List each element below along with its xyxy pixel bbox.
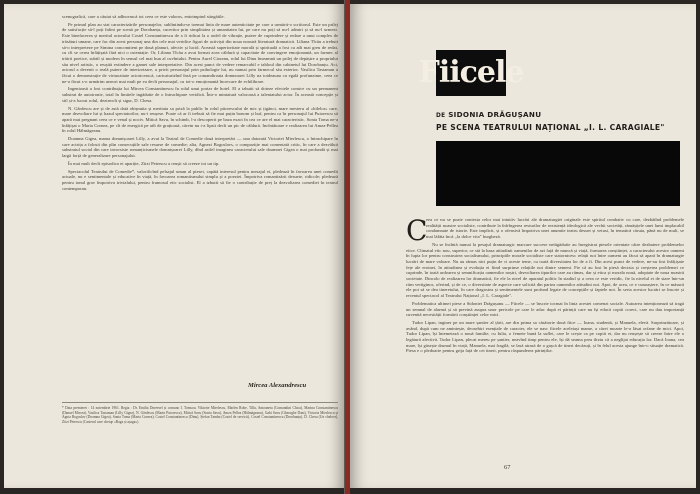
lead-paragraph (406, 217, 684, 240)
right-paragraph: Nu se încîntă numai la pesajul dramaturgic marcare succese netăgăduite au înregistrat piesele orientate către dezbatere problemelor etice. Climatul etic nou, superior, ce stă la baza atitudinii oamenilor de azi față de muncă și viață, formarea conștiinței, a caracterului acestor oameni în lupta lor pentru construirea socialismului, principiile morale socialiste care statornicesc relații noi între oameni au făcut să apară în dramaturgie lucrări de mare valoare. Nu au rămas nici puțin de ci aceste teme, cu toată diversitatea lor de a fi. Din acest punct de vedere, ne-au fost înfățișate fețe ale eroinei, în atitudinea și evoluția ei fiind surprinse relațiile noi dintre semeni. Fie că au fost în piesă decizia și creșterea problemei ce cuprinde, în toată ardoarea și semnificația oamenilor noștri, dezvoltarea tipurilor care au rămas, dar și etica și morala nouă, adoptate de noua noastră societate. Dincolo de realizarea lor dramatică, fie ele la nivel de aparatul politic în stadiul și a ceea ce este veridic, fie la nivelul ei de stare într-un ritm vertiginos, oferind, și de ce, o diversitate de aspecte care solicită din partea oamenilor atitudini noi. Apoi, de acea, ce e cunoaștere, în ce măsură ele pot să se dea tineretului, în care dragostea și sentimentele sunt profund legate de concepțiile și faptele noi. În seria acestor lucrări se înscrie și recentul spectacol al Teatrului Național „I. L. Caragiale". (406, 241, 684, 299)
author-signature: Mircea Alexandrescu (248, 382, 307, 389)
decorative-black-panel (436, 141, 680, 206)
right-article-column (406, 214, 684, 356)
left-paragraph: Doamna Gigea, mama domnișoarei Lilly, a avut la Teatrul de Comedie două interpretări — una datorată Victoriei Mierlescu, o întruchipare în care actrița a folosit din plin consecuțiile sale resurse de comedie; alta, Agnezi Bogoslavs, o compoziție mai comentată critic, în care a dezvăluit substratul social din care invorsiste romanțicismele domnișoarei Lilly, dînd astfel imaginea caracterului sale doamnei Gigea o mai profundă și mai largă forță de generalizare personajului. (62, 136, 338, 159)
lead-paragraph-text: eea ce nu se poate contesta celor mai intuitiv lucrări ale dramaturgiei originale este spiritul combativ cu care, dezbătînd problemele realității noastre socialiste, contribuie la înfrîngerea resturilor de rezistență ideologică ale vechii societăți, rămășițele unei lumi implacabil condamnate de istorie. Este implicit, și o ofensivă împotriva unei anumite teatru desuet și vetust, în tematică căruia, până nu de mult, se mai lăfăia încă „la dolce vita" burgheză. (426, 217, 684, 240)
right-paragraph: Tudor Lipan, inginer pe un mare șantier al țării, are din prima sa căsătorie două fiice — Ioana, studentă, și Manuela, elevă. Surprinzătoare, și având, după cum ne amintește, deosebiri esențiale de caracter, ele se nasc fiicele aceleiași mame, a cărei moarte le-a lăsat orfane de mici. Apoi, Tudor Lipan, își întemeiază o nouă familie, cu Iulia, o femeie bună la suflet, care le crește ca pe copiii ei, dar nu reușește să creeze între ele o legătură afectivă. Tudor Lipan, plecat mereu pe șantier, neavînd timp pentru ele, își dă seama prea tîrziu că a neglijat educația lor. Dacă Ioana, cea mare, își găsește drumul în viață, Manuela, mai fragilă, se lasă atrasă de o gașcă de tineri decăzuți, și în felul acesta ajunge într-o situație dramatică. Piesa e o pledoarie pentru grija față de cei tineri, pentru răspunderea părinților. (406, 319, 684, 354)
left-article-column (62, 14, 338, 193)
left-paragraph: În mai mult decît episodica ei apariție, Ziizi Petrescu a reușit să creeze tot un tip. (68, 160, 220, 166)
article-title-block (418, 50, 524, 96)
cast-footnote: * Data premierei : 14 noiembrie 1961. Regia : Dr. Emilia Doreesel și comuno I. Tomsou. Viktorie Mierlescu, Marlen Robe, Tillu, Antoaneta (Comandini Chica), Marina Constantinescu (Danuel Mircea), Vasilica Tastaman (Lilly Gigea), N. Gârdescu (Marin Puiorescu), Mitică Savu (Sonia Savu), Amza Pellea (Hălmăgeanu), Gabi Savu (Gheorghe Dani), Victoria Mierlescu și Agnia Bogoslav (Doamna Gigea), Sonia Toma (Maria Cornea), Costel Constantinescu (Dinu), Ștefan Tambu (Costel de servicii), Costel Constantinescu (Dorobanțu), D. Chesa (Un cheloer), Ziizi Petrescu (Casierul care cheiqe «Baga și așaga»). (62, 406, 338, 424)
drop-cap: C (406, 214, 428, 247)
article-byline (436, 110, 541, 119)
left-paragraph: Pe primul plan au stat caracterizările personajelor, subliniindu-se toemai linia de mare autenticitate pe care a urmărit-o scriitorul. Este un prilej de satisfacție să-l poți înlini pe scenă pe Dorobanțu, cuceritor prin simplitatea și umanitatea lui, pe care nu poți să nu-l admiri și să nu-l urmezi. Este binefacerea și meritul actorului Costel Constantinescu de a fi ridicat la o astfel de vibrație, putere de cuprindere și redare a unui complex de trăsături umane, care fac din acest personaj una din cele mai veridice figuri de activiști din noua noastră literatură dramatică. Liliana Tîcău a trebuit să-o interpreteze pe Simina concomitent pe două planuri, afectiv și lucid. Această superioritate morală și spirituală a fost cu atît mai greu de redat, cu cît se cerea înfățișată fără nici o ostentație. Or, Liliana Tîcău a avut format acea căldură și capacitate de convingere emoționantă, un farmec al trăirii poetice, subtil și modern în sensul cel mai bun al cuvîntului. Pentru Aurel Cioranu, rolul lui Dinu înseamnă un prilej de depășire a propriului său nivel artistic, o reușită extindere a gamei sale interpretative. Din acest punct de vedere remarcabil e tabloul din cabinetul lui Dorobanțu. Aci, actorul a devenit o reală putere de interiorizare, a privit personajul prin psihologie lui, nu numai prin farmecul său exterior. Vasilica Tastaman a făcut o demonstrație de virtuozitate actoricească, caricaturizînd însă pe comandiroaia domnoarei Lilly na totdeauna cu egală profunzime, ceea ce ne-a făcut s-o urmărim uneori mai mult pe ea decît personajul, cu tot-o emoționantă încercare de echilibrare. (62, 21, 338, 84)
right-page (350, 4, 696, 488)
footnote-divider (62, 402, 338, 403)
article-title: Fiicele (418, 55, 524, 90)
page-number: 67 (504, 464, 511, 471)
left-paragraph: Ingenioasă a fost contribuția lui Mircea Constantinescu în rolul unui portar de hotel. El a izbutit să doteze efectele comice cu un permanent substrat de autoironie, total în limitele ingăduite de o întruchipare veridică. Într-o miniatură valoroasă a talentatului actor. În această concepție și stil și-a lucrat rolul, dezinvolt și sigur, D. Chesa. (62, 86, 338, 103)
byline-author: SIDONIA DRĂGUȘANU (448, 110, 542, 119)
right-paragraph: Problematica ultimei piese a Sidoniei Drăgușanu — Fiicele — se înscrie tocmai în linia acestei comenzi sociale. Autoarea intenționează să tragă un semnal de alarmă și să prevină asupra unor pericole pe care le aduc după ei părinții care nu își educă copiii corect, care nu dau importanță cuvenită necesității formării conștiinței celor mici. (406, 300, 684, 318)
left-page (4, 4, 344, 488)
byline-prefix: DE (436, 113, 446, 119)
left-paragraph: N. Gârdescu are și de astă dată obișnuita și meritata sa prizâ la public în rolul pitorescului de mic și țigănci, mare mesteru al «bilelor» care, mare dezvoltare lui și hazul spectatorilor, nu-i reușese. Poate că ar fi trebuit să fie mai puțin bonom și buf, pentru ca în personajul lui Puiorescu să apară mai pregnant ceea ce e venal și nociv. Mitică Savu, în schimb, l-a descoperit pe baza exact în cea ce are el mai caracteristic. Sonia Toma ne-a înfățișat o Maria Cornea, pe cît de energică pe atît de grațioasă, cărein nu i-a lipsit decît un pic de căldură. Incîntătoare e realizarea lui Amza-Pellea în rolul Hălmăgeanu. (62, 105, 338, 134)
article-subtitle: PE SCENA TEATRULUI NAȚIONAL „I. L. CARAGIALE" (436, 123, 665, 132)
left-paragraph: scenografică, care a căutat să adîncească tot ceea ce este valoros, entoimpind stingătile. (62, 14, 225, 19)
left-paragraph: Spectacolul Teatrului de Comedie*, valorificînd pelsajul uman al piesei, capătă interesul pentru mesajul ei, pledează în favoarea unei comedii actuale, nu e sentimentale și educative în viață, în favoarea romantismului simplu și a poeziei. Împotriva romantizării desuete, ridicole; pledează pentru tonul grav împotriva trivialului, pentru frumosul etic socialist. El a izbutit să fie o contribuție de preț la dezvoltarea comediei în teatrul contemporan. (62, 168, 338, 191)
